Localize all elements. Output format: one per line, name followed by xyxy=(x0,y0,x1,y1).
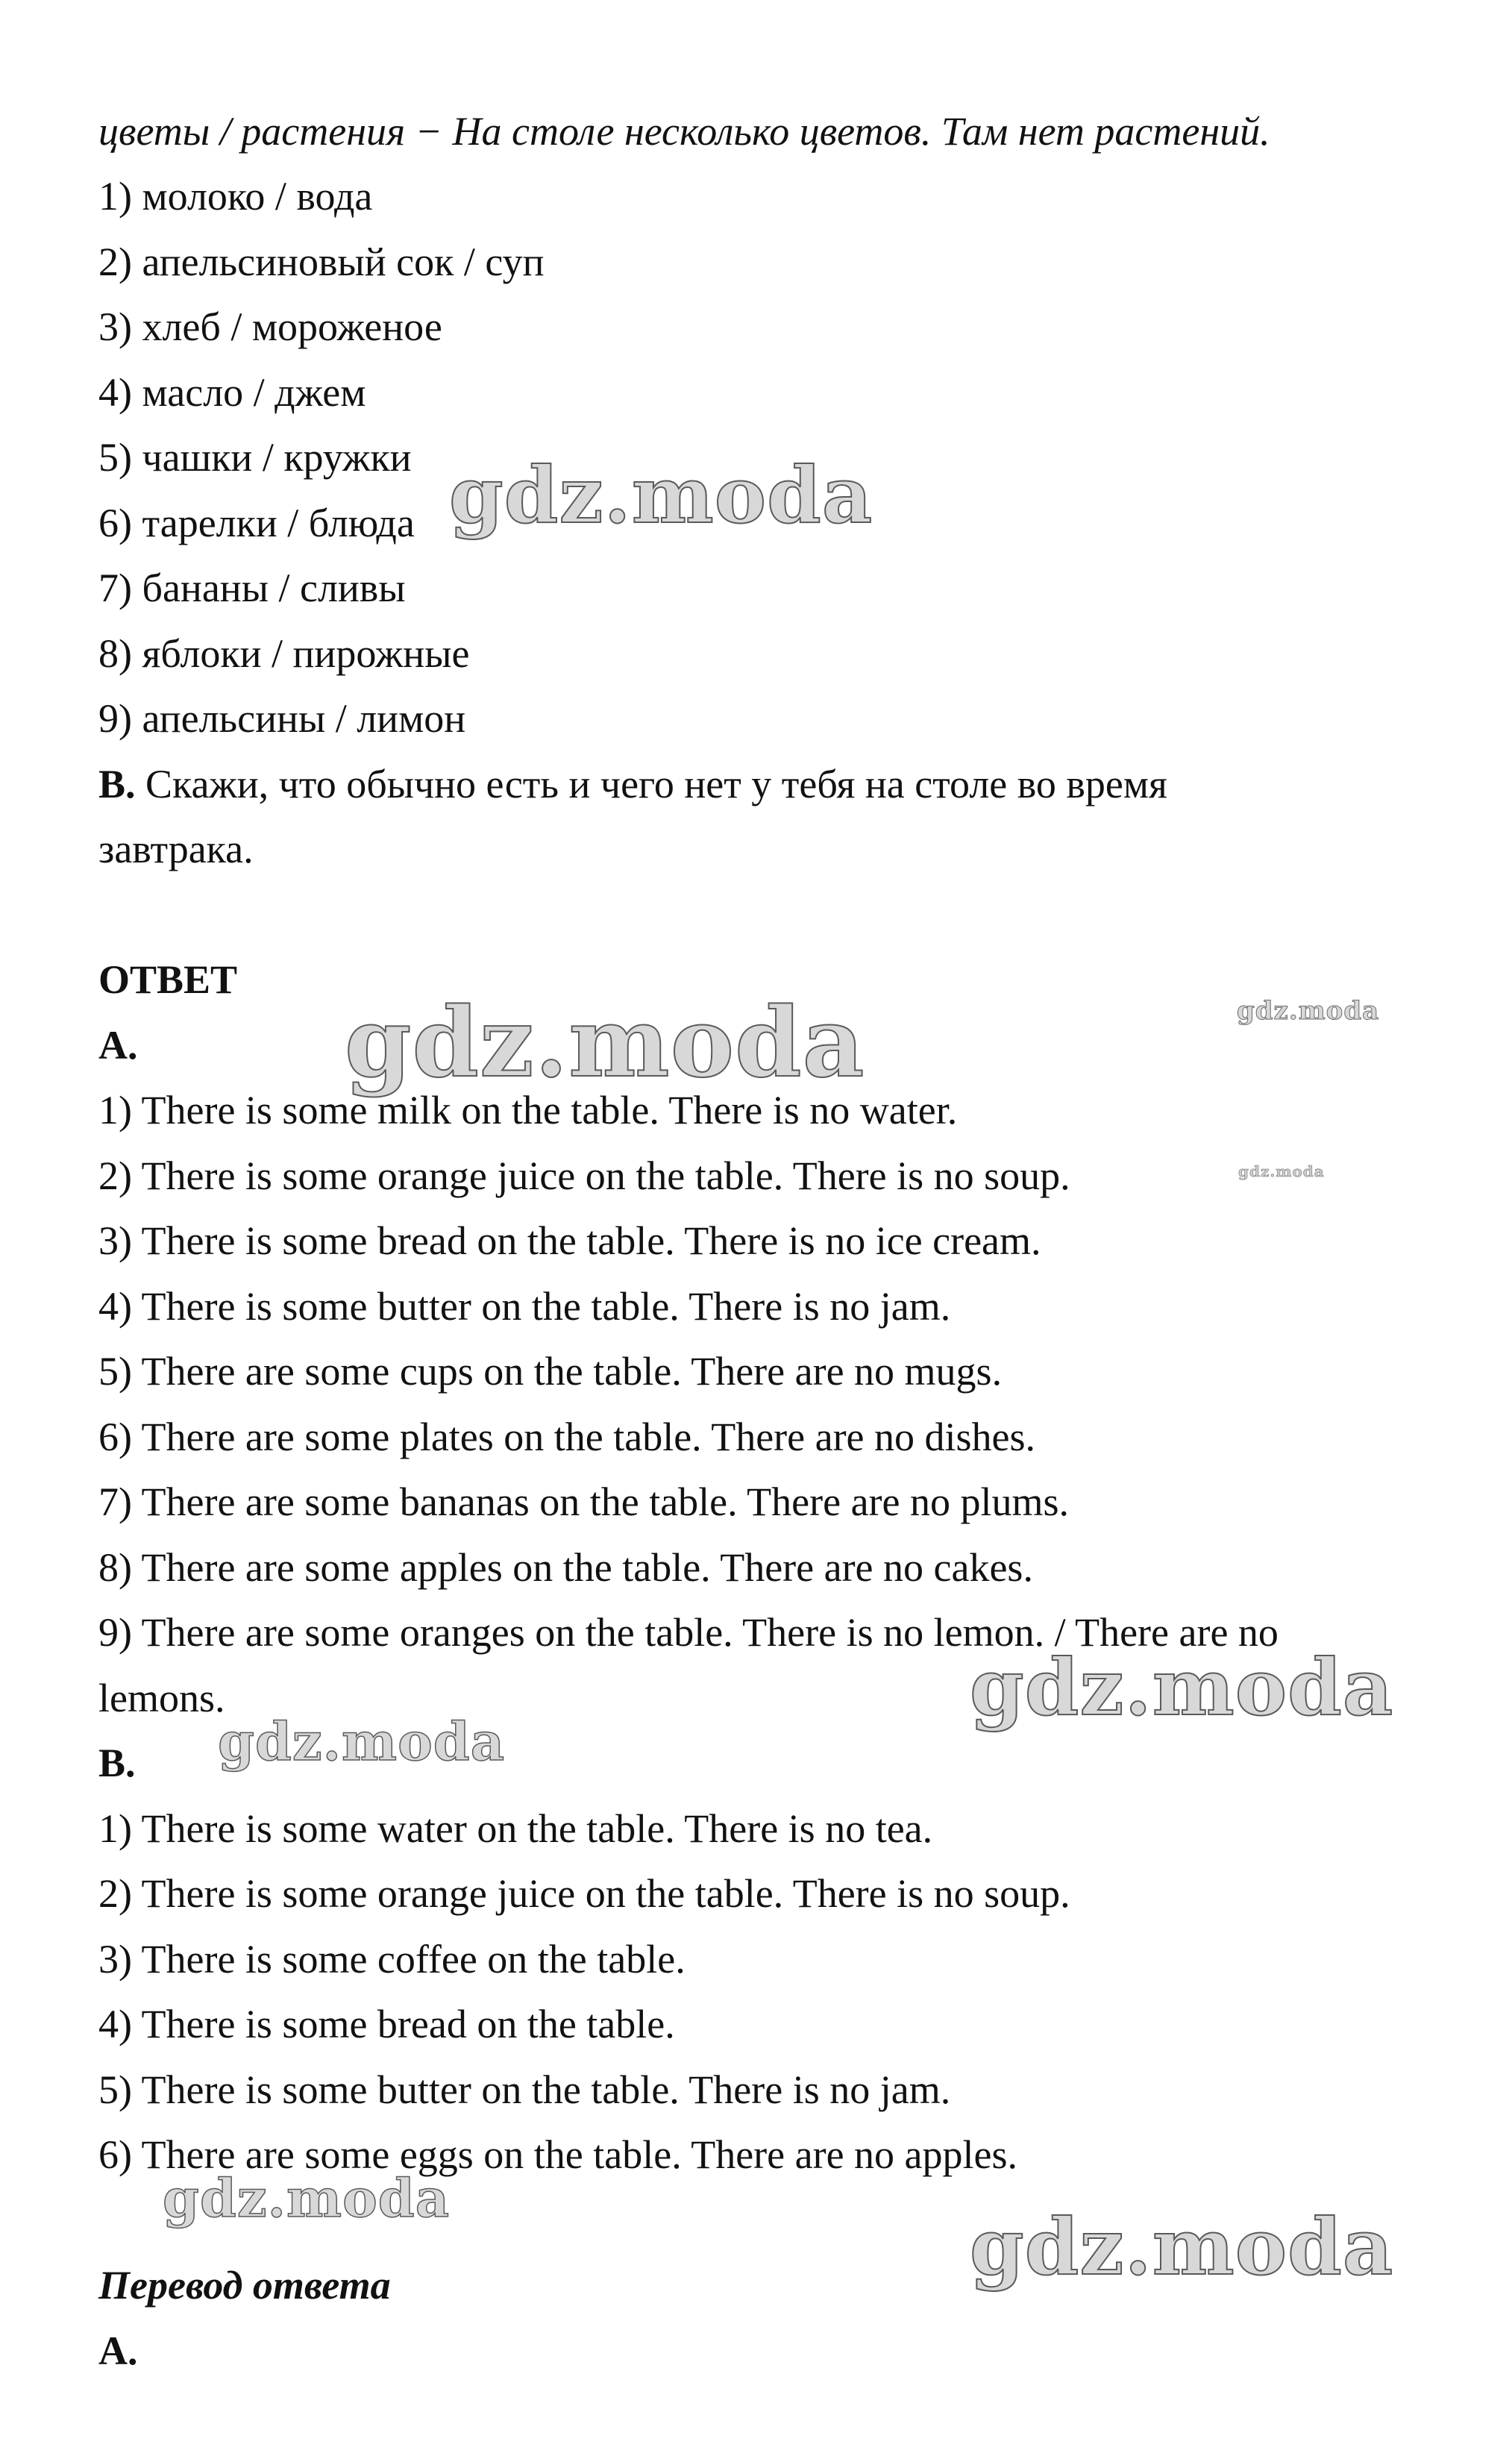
answer-heading: ОТВЕТ xyxy=(98,957,238,1002)
answer-b-item-4: 4) There is some bread on the table. xyxy=(98,2002,675,2046)
answer-b-item-3: 3) There is some coffee on the table. xyxy=(98,1937,686,1982)
watermark-logo: gdz.moda xyxy=(1238,1162,1325,1180)
task-item-7: 7) бананы / сливы xyxy=(98,566,406,610)
answer-a-item-7: 7) There are some bananas on the table. There are no plums. xyxy=(98,1479,1070,1524)
answer-b-item-6: 6) There are some eggs on the table. There are no apples. xyxy=(98,2132,1018,2177)
task-item-6: 6) тарелки / блюда xyxy=(98,501,415,545)
answer-a-item-1: 1) There is some milk on the table. There is no water. xyxy=(98,1088,958,1133)
task-item-1: 1) молоко / вода xyxy=(98,174,373,219)
answer-a-item-9-continued: lemons. xyxy=(98,1676,225,1720)
task-example: цветы / растения − На столе несколько цветов. Там нет растений. xyxy=(98,109,1270,154)
task-b-instruction xyxy=(98,762,1441,806)
task-b-text-continued: завтрака. xyxy=(98,827,254,871)
answer-a-item-3: 3) There is some bread on the table. There is no ice cream. xyxy=(98,1218,1041,1263)
watermark-logo: gdz.moda xyxy=(449,449,873,541)
answer-a-item-4: 4) There is some butter on the table. There is no jam. xyxy=(98,1284,951,1329)
task-item-9: 9) апельсины / лимон xyxy=(98,696,466,741)
answer-b-item-1: 1) There is some water on the table. There is no tea. xyxy=(98,1806,933,1851)
watermark-logo: gdz.moda xyxy=(163,2167,451,2229)
answer-a-item-2: 2) There is some orange juice on the table. There is no soup. xyxy=(98,1153,1070,1198)
task-item-5: 5) чашки / кружки xyxy=(98,435,412,480)
answer-a-label: A. xyxy=(98,1023,138,1068)
task-item-8: 8) яблоки / пирожные xyxy=(98,631,470,676)
answer-a-item-8: 8) There are some apples on the table. There are no cakes. xyxy=(98,1545,1033,1590)
answer-a-item-6: 6) There are some plates on the table. There are no dishes. xyxy=(98,1415,1036,1459)
watermark-logo: gdz.moda xyxy=(218,1711,506,1773)
translation-heading: Перевод ответа xyxy=(98,2263,391,2308)
answer-b-label: B. xyxy=(98,1741,136,1785)
answer-b-item-2: 2) There is some orange juice on the table. There is no soup. xyxy=(98,1871,1070,1916)
translation-a-label: A. xyxy=(98,2328,138,2373)
task-b-label: B. xyxy=(98,762,136,806)
answer-a-item-5: 5) There are some cups on the table. There are no mugs. xyxy=(98,1349,1003,1394)
watermark-logo: gdz.moda xyxy=(970,1641,1394,1733)
watermark-logo: gdz.moda xyxy=(1237,996,1380,1026)
task-item-4: 4) масло / джем xyxy=(98,370,366,415)
watermark-logo: gdz.moda xyxy=(345,987,865,1099)
task-b-text: Скажи, что обычно есть и чего нет у тебя на столе во время xyxy=(145,762,1167,806)
answer-a-item-9: 9) There are some oranges on the table. There is no lemon. / There are no xyxy=(98,1610,1279,1655)
task-item-3: 3) хлеб / мороженое xyxy=(98,304,442,349)
watermark-logo: gdz.moda xyxy=(970,2201,1394,2293)
answer-b-item-5: 5) There is some butter on the table. There is no jam. xyxy=(98,2067,951,2112)
task-item-2: 2) апельсиновый сок / суп xyxy=(98,239,545,284)
